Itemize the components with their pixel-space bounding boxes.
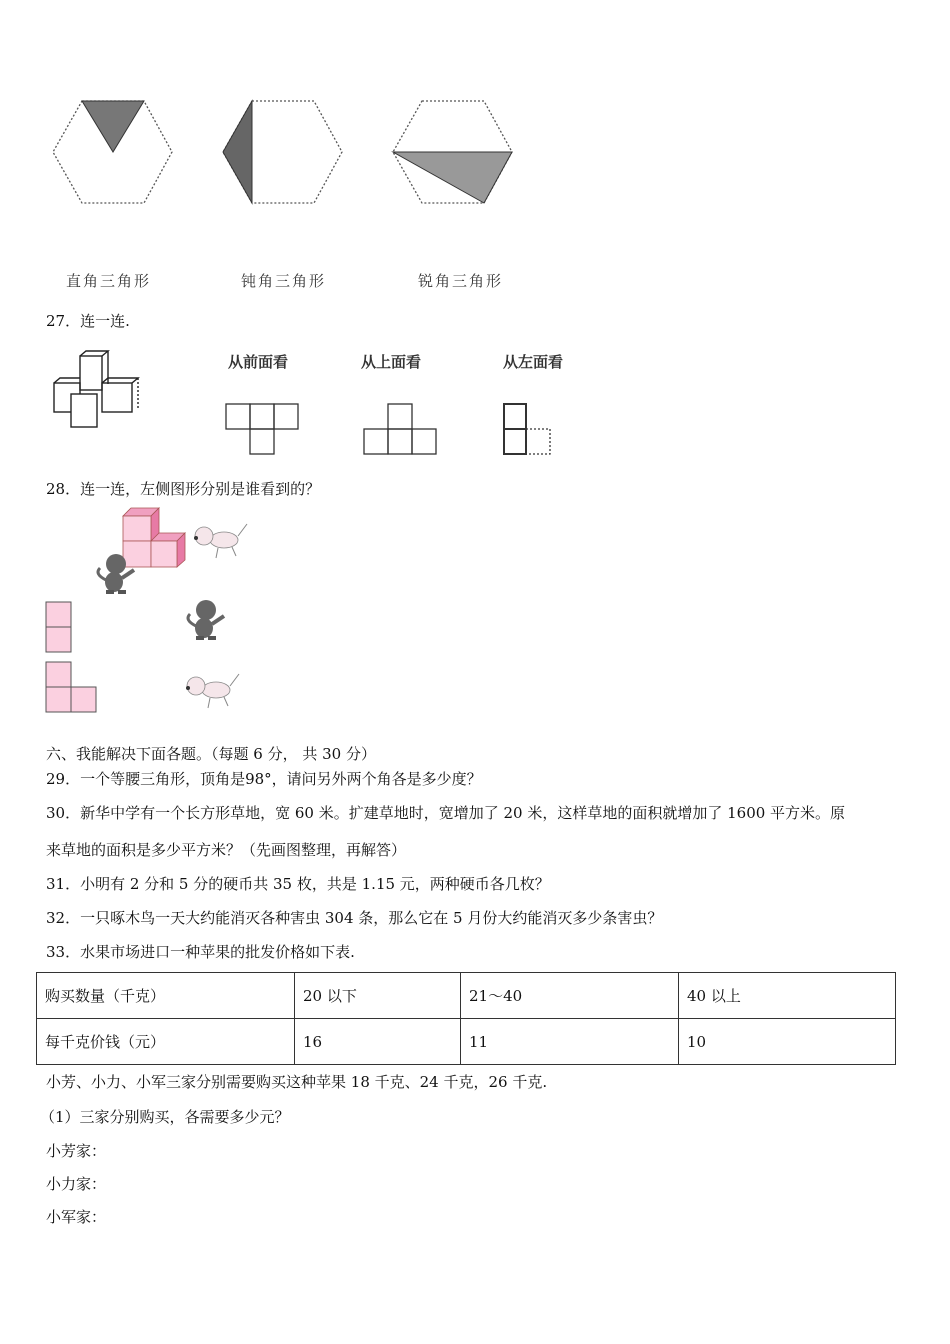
apple-price-table [36, 972, 896, 1065]
pink-l-shape-squares [45, 661, 99, 714]
dog-icon [190, 520, 248, 562]
q29-text: 29．一个等腰三角形，顶角是98°，请问另外两个角各是多少度？ [46, 770, 482, 788]
table-cell: 11 [461, 1019, 679, 1065]
cube-stack-figure [48, 348, 153, 430]
left-view-label: 从左面看 [503, 353, 564, 371]
left-view-figure [502, 402, 558, 458]
right-triangle-label: 直角三角形 [66, 272, 152, 290]
acute-triangle-label: 锐角三角形 [418, 272, 504, 290]
pink-two-stacked-squares [45, 601, 73, 654]
table-cell: 10 [679, 1019, 896, 1065]
section-6-heading: 六、我能解决下面各题。（每题 6 分， 共 30 分） [46, 745, 376, 763]
front-view-figure [224, 402, 304, 458]
q30-line2: 来草地的面积是多少平方米？（先画图整理，再解答） [46, 841, 407, 859]
dog-icon [182, 670, 240, 712]
table-cell: 21～40 [461, 973, 679, 1019]
table-cell: 每千克价钱（元） [37, 1019, 295, 1065]
front-view-label: 从前面看 [228, 353, 289, 371]
table-row [37, 973, 896, 1019]
q33-sub1: （1）三家分别购买，各需要多少元？ [40, 1108, 290, 1126]
q30-line1: 30．新华中学有一个长方形草地，宽 60 米。扩建草地时，宽增加了 20 米，这样草地的面积就增加了 1600 平方米。原 [46, 804, 846, 822]
table-cell: 购买数量（千克） [37, 973, 295, 1019]
table-row [37, 1019, 896, 1065]
q28-title: 28．连一连，左侧图形分别是谁看到的？ [46, 480, 321, 498]
hexagon-acute-triangle-figure [390, 98, 515, 208]
obtuse-triangle-label: 钝角三角形 [241, 272, 327, 290]
answer-xiaofang: 小芳家： [46, 1142, 107, 1160]
q32-text: 32．一只啄木鸟一天大约能消灭各种害虫 304 条，那么它在 5 月份大约能消灭多少条害虫？ [46, 909, 663, 927]
hexagon-right-triangle-figure [50, 98, 175, 208]
answer-xiaojun: 小军家： [46, 1208, 107, 1226]
monkey-icon [92, 552, 138, 596]
q27-title: 27．连一连. [46, 312, 130, 330]
table-cell: 20 以下 [295, 973, 461, 1019]
answer-xiaoli: 小力家： [46, 1175, 107, 1193]
hexagon-obtuse-triangle-figure [220, 98, 345, 208]
monkey-icon [182, 598, 228, 642]
table-cell: 16 [295, 1019, 461, 1065]
q31-text: 31．小明有 2 分和 5 分的硬币共 35 枚，共是 1.15 元，两种硬币各几枚？ [46, 875, 550, 893]
q33-text: 33．水果市场进口一种苹果的批发价格如下表. [46, 943, 355, 961]
top-view-label: 从上面看 [361, 353, 422, 371]
table-cell: 40 以上 [679, 973, 896, 1019]
top-view-figure [362, 402, 442, 458]
q33-after-text: 小芳、小力、小军三家分别需要购买这种苹果 18 千克、24 千克，26 千克. [46, 1073, 548, 1091]
